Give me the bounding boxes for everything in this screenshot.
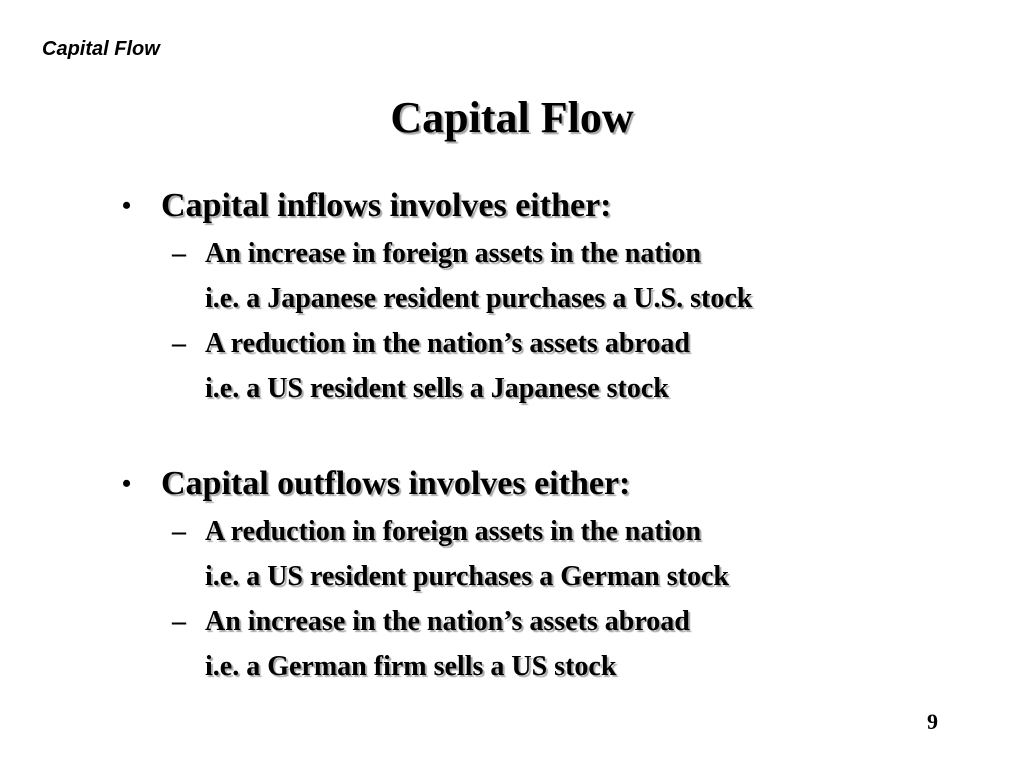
outflow-item-2-text: An increase in the nation’s assets abroad bbox=[205, 606, 690, 637]
outflow-item-1-text: A reduction in foreign assets in the nation bbox=[205, 516, 702, 547]
outflow-item-1-example: i.e. a US resident purchases a German stock bbox=[205, 561, 729, 592]
page-number: 9 bbox=[927, 709, 938, 734]
dash-marker: – bbox=[172, 328, 186, 359]
dash-marker: – bbox=[172, 516, 186, 547]
dash-marker: – bbox=[172, 606, 186, 637]
inflow-item-2-example: i.e. a US resident sells a Japanese stock bbox=[205, 373, 669, 404]
section-heading-inflows: Capital inflows involves either: bbox=[161, 187, 612, 224]
bullet-marker: • bbox=[122, 191, 132, 220]
inflow-item-1-example: i.e. a Japanese resident purchases a U.S. stock bbox=[205, 283, 753, 314]
bullet-marker: • bbox=[122, 469, 132, 498]
dash-marker: – bbox=[172, 238, 186, 269]
header-label: Capital Flow bbox=[42, 38, 160, 60]
slide-title: Capital Flow bbox=[390, 93, 634, 142]
section-heading-outflows: Capital outflows involves either: bbox=[161, 465, 631, 502]
outflow-item-2-example: i.e. a German firm sells a US stock bbox=[205, 651, 617, 682]
inflow-item-1-text: An increase in foreign assets in the nation bbox=[205, 238, 701, 269]
inflow-item-2-text: A reduction in the nation’s assets abroad bbox=[205, 328, 690, 359]
